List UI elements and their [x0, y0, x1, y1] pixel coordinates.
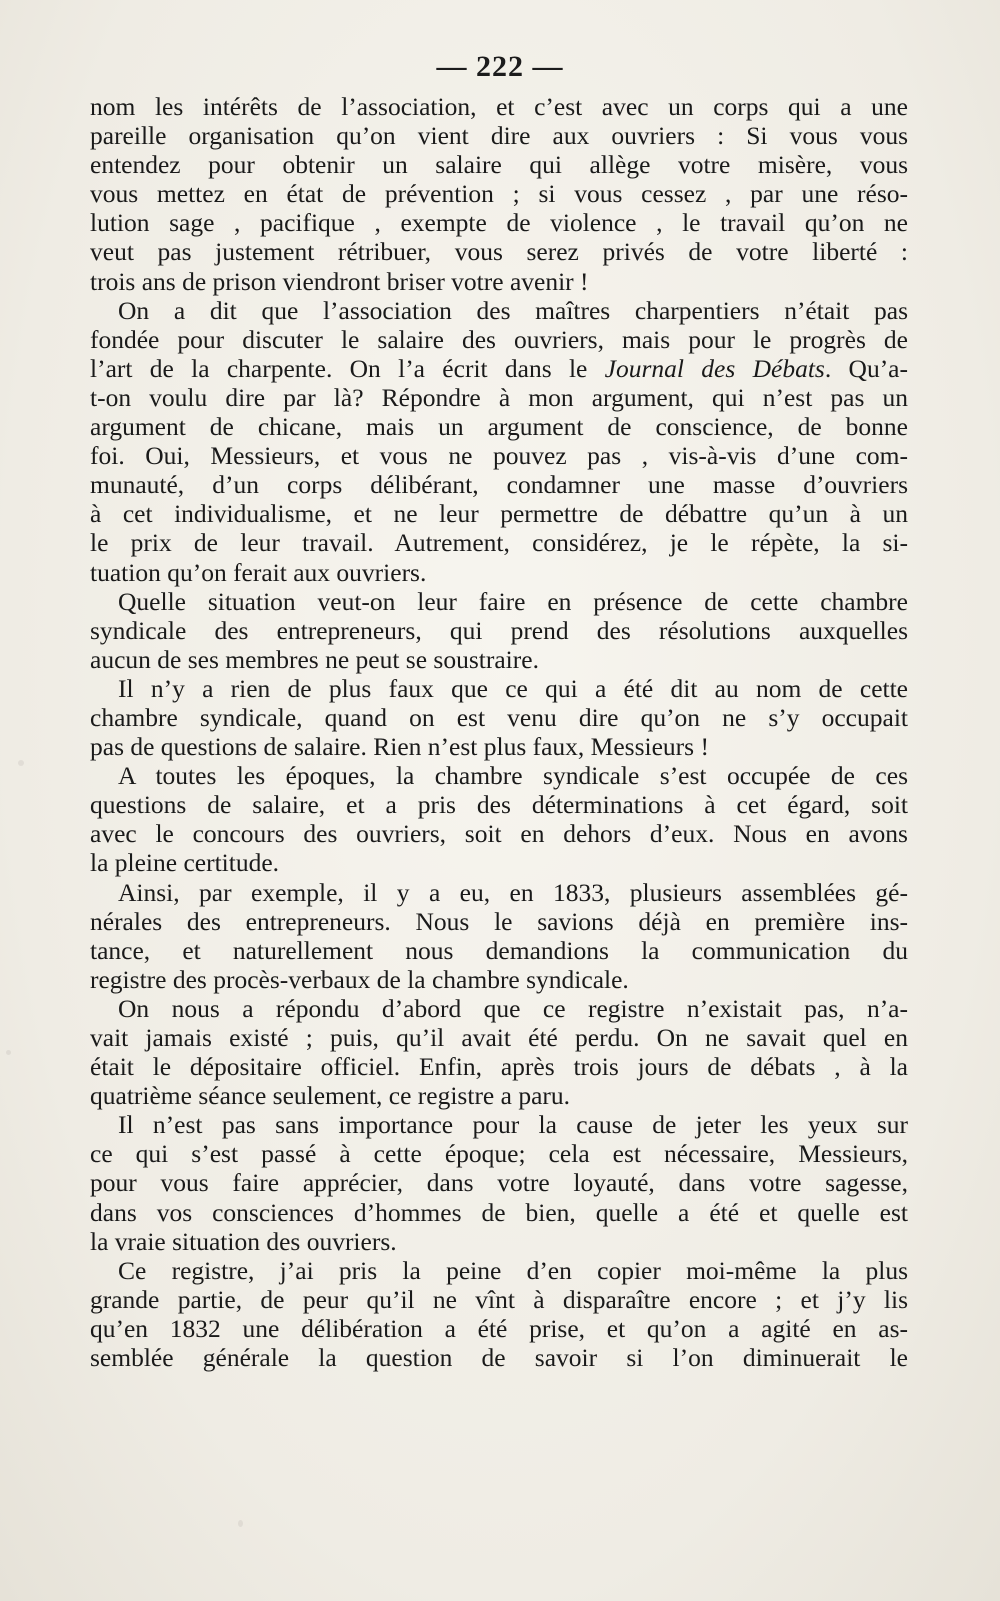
- text-line: était le dépositaire officiel. Enfin, après trois jours de débats , à la: [90, 1052, 908, 1082]
- text-line: A toutes les époques, la chambre syndicale s’est occupée de ces: [118, 761, 908, 791]
- paper-speck: [238, 1520, 243, 1527]
- text-line: argument de chicane, mais un argument de conscience, de bonne: [90, 412, 908, 442]
- body-text: [90, 92, 908, 1372]
- text-line: Quelle situation veut-on leur faire en présence de cette chambre: [118, 586, 908, 616]
- text-line: grande partie, de peur qu’il ne vînt à disparaître encore ; et j’y lis: [90, 1284, 908, 1314]
- text-line: vait jamais existé ; puis, qu’il avait été perdu. On ne savait quel en: [90, 1023, 908, 1052]
- text-line: registre des procès-verbaux de la chambre syndicale.: [90, 964, 629, 994]
- text-line: t-on voulu dire par là? Répondre à mon argument, qui n’est pas un: [90, 382, 908, 412]
- text-line: chambre syndicale, quand on est venu dire qu’on ne s’y occupait: [90, 702, 908, 732]
- paper-speck: [18, 760, 24, 766]
- text-line: questions de salaire, et a pris des déterminations à cet égard, soit: [90, 790, 908, 820]
- text-line: Il n’est pas sans importance pour la cause de jeter les yeux sur: [118, 1110, 908, 1140]
- text-line: On nous a répondu d’abord que ce registre n’existait pas, n’a-: [118, 993, 908, 1023]
- text-line: pour vous faire apprécier, dans votre loyauté, dans votre sagesse,: [90, 1168, 908, 1198]
- text-line: veut pas justement rétribuer, vous serez privés de votre liberté :: [90, 237, 908, 267]
- text-line: munauté, d’un corps délibérant, condamner une masse d’ouvriers: [90, 470, 908, 500]
- text-line: entendez pour obtenir un salaire qui allège votre misère, vous: [90, 150, 908, 180]
- text-line: tuation qu’on ferait aux ouvriers.: [90, 557, 427, 587]
- text-line: tance, et naturellement nous demandions la communication du: [90, 935, 908, 965]
- text-line: On a dit que l’association des maîtres charpentiers n’était pas: [118, 295, 908, 325]
- text-line: fondée pour discuter le salaire des ouvriers, mais pour le progrès de: [90, 324, 908, 354]
- text-line: ce qui s’est passé à cette époque; cela est nécessaire, Messieurs,: [90, 1139, 908, 1169]
- text-line: quatrième séance seulement, ce registre a paru.: [90, 1081, 571, 1111]
- text-line: à cet individualisme, et ne leur permettre de débattre qu’un à un: [90, 499, 908, 529]
- text-line: syndicale des entrepreneurs, qui prend des résolutions auxquelles: [90, 615, 908, 645]
- text-line: pareille organisation qu’on vient dire aux ouvriers : Si vous vous: [90, 121, 908, 151]
- text-line: trois ans de prison viendront briser votre avenir !: [90, 266, 589, 296]
- text-line: nérales des entrepreneurs. Nous le savions déjà en première ins-: [90, 906, 908, 936]
- text-line: semblée générale la question de savoir si l’on diminuerait le: [90, 1343, 908, 1373]
- text-line: foi. Oui, Messieurs, et vous ne pouvez pas , vis-à-vis d’une com-: [90, 441, 908, 471]
- text-line: avec le concours des ouvriers, soit en dehors d’eux. Nous en avons: [90, 819, 908, 849]
- text-line: le prix de leur travail. Autrement, considérez, je le répète, la si-: [90, 528, 908, 558]
- text-line: dans vos consciences d’hommes de bien, quelle a été et quelle est: [90, 1197, 908, 1227]
- paper-speck: [6, 1050, 11, 1055]
- text-line: la vraie situation des ouvriers.: [90, 1226, 397, 1256]
- page-number: — 222 —: [436, 50, 564, 83]
- text-line: Ce registre, j’ai pris la peine d’en copier moi-même la plus: [118, 1255, 908, 1285]
- text-line: Il n’y a rien de plus faux que ce qui a été dit au nom de cette: [118, 673, 908, 703]
- text-line: Ainsi, par exemple, il y a eu, en 1833, plusieurs assemblées gé-: [118, 877, 908, 907]
- text-line: l’art de la charpente. On l’a écrit dans le Journal des Débats. Qu’a-: [90, 353, 908, 383]
- text-line: pas de questions de salaire. Rien n’est plus faux, Messieurs !: [90, 732, 709, 762]
- text-line: la pleine certitude.: [90, 848, 280, 878]
- text-line: vous mettez en état de prévention ; si vous cessez , par une réso-: [90, 179, 908, 209]
- journal-title: Journal des Débats: [604, 353, 825, 383]
- text-line: lution sage , pacifique , exempte de violence , le travail qu’on ne: [90, 208, 908, 238]
- text-line: aucun de ses membres ne peut se soustraire.: [90, 644, 539, 674]
- text-line: nom les intérêts de l’association, et c’est avec un corps qui a une: [90, 92, 908, 121]
- text-line: qu’en 1832 une délibération a été prise, et qu’on a agité en as-: [90, 1313, 908, 1343]
